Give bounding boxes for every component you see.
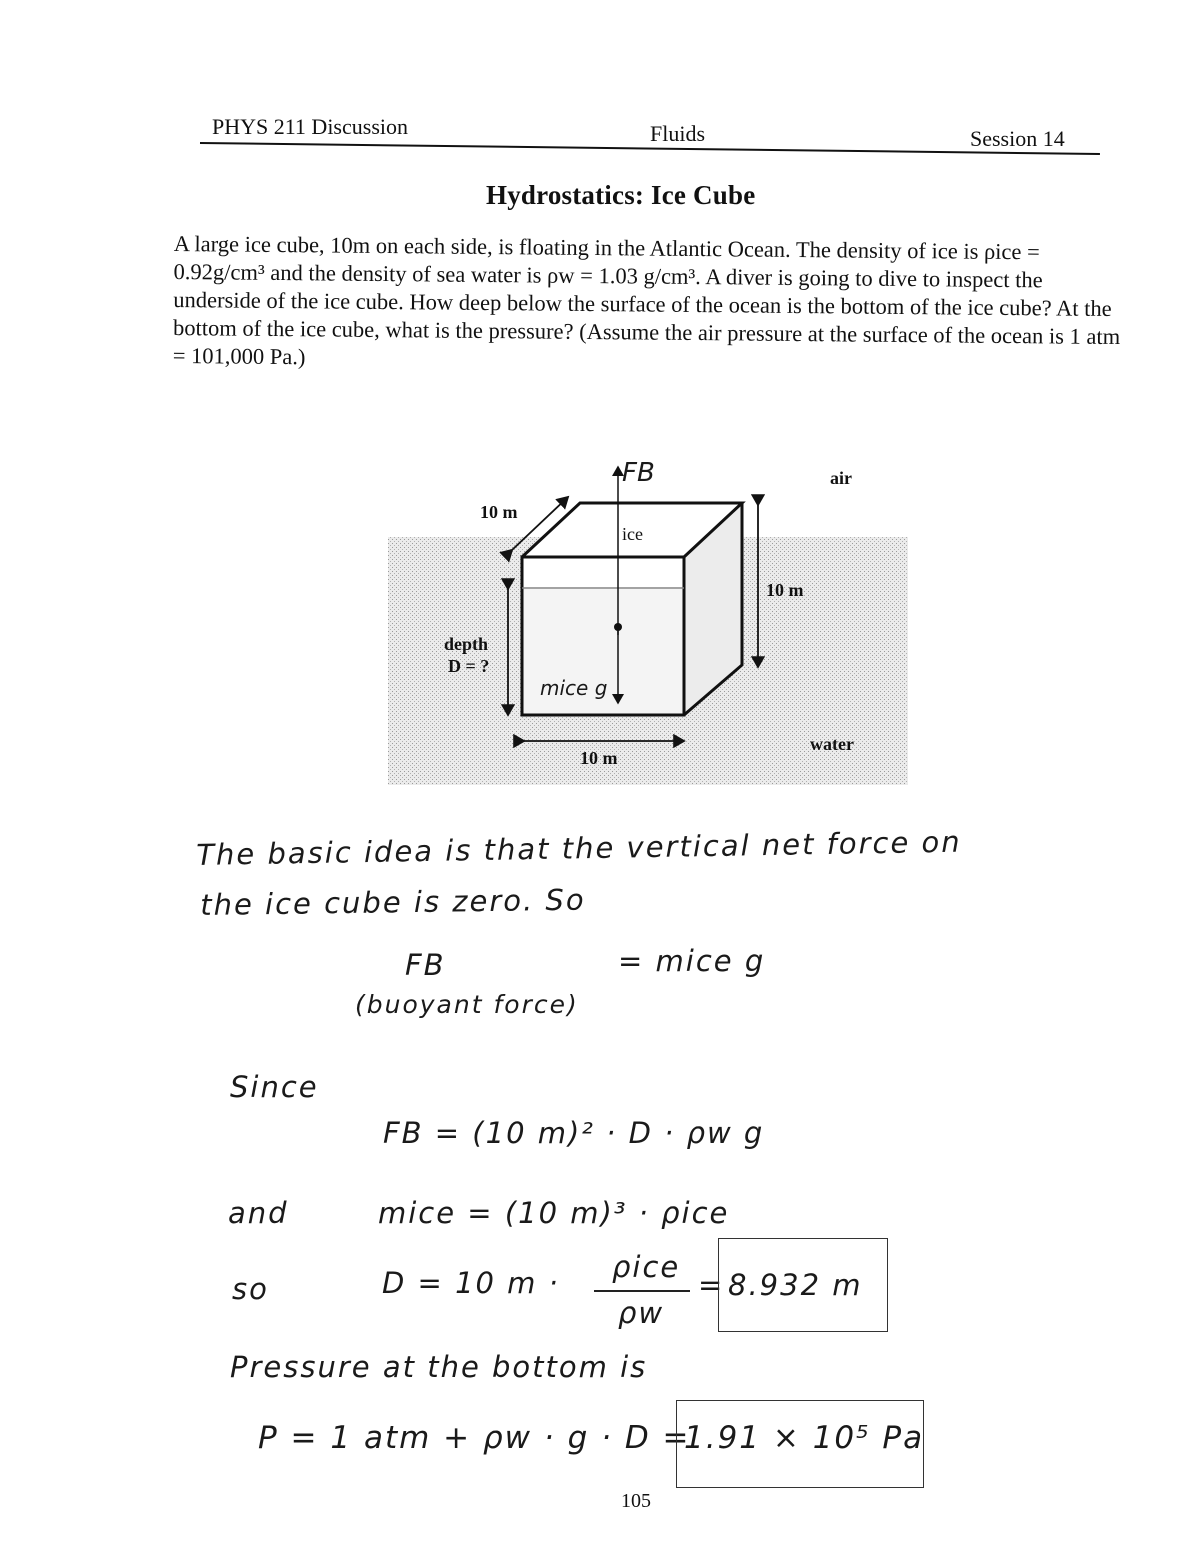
fraction-bar <box>594 1290 690 1292</box>
force-label: FB <box>622 458 655 488</box>
water-label: water <box>810 734 854 754</box>
page-title: Hydrostatics: Ice Cube <box>486 180 756 210</box>
solution-intro-line2: the ice cube is zero. So <box>200 882 586 922</box>
center-of-mass-dot <box>614 623 622 631</box>
ice-label: ice <box>622 524 643 544</box>
eq4-numerator: ρice <box>612 1250 681 1284</box>
eq1-left: FB <box>405 948 446 982</box>
pressure-intro: Pressure at the bottom is <box>230 1350 648 1384</box>
course-name: PHYS 211 Discussion <box>212 114 408 139</box>
solution-intro-line1: The basic idea is that the vertical net force on <box>196 824 962 872</box>
since-label: Since <box>230 1070 319 1104</box>
eq1-right: = mice g <box>618 944 766 978</box>
weight-label: mice g <box>540 676 608 700</box>
problem-statement <box>173 230 1134 379</box>
eq4-left: D = 10 m · <box>382 1266 560 1300</box>
side-height-label: 10 m <box>766 580 804 600</box>
answer-pressure: 1.91 × 10⁵ Pa <box>684 1420 925 1456</box>
depth-label-line2: D = ? <box>448 656 490 676</box>
so-label: so <box>232 1272 269 1306</box>
topic-name: Fluids <box>650 121 706 146</box>
side-width-label: 10 m <box>580 748 618 768</box>
eq5-pressure: P = 1 atm + ρw · g · D = <box>258 1420 691 1456</box>
eq4-equals: = <box>698 1268 725 1302</box>
eq3-mass: mice = (10 m)³ · ρice <box>378 1196 730 1230</box>
session-label: Session 14 <box>970 126 1065 151</box>
depth-label-line1: depth <box>444 634 489 654</box>
eq2-buoyant-force: FB = (10 m)² · D · ρw g <box>383 1116 765 1150</box>
and-label: and <box>228 1196 289 1230</box>
side-depth-label: 10 m <box>480 502 518 522</box>
air-label: air <box>830 468 852 488</box>
answer-depth: 8.932 m <box>728 1268 863 1302</box>
eq4-denominator: ρw <box>618 1296 665 1330</box>
buoyant-force-note: (buoyant force) <box>355 990 579 1019</box>
problem-text: A large ice cube, 10m on each side, is floating in the Atlantic Ocean. The density of ice is ρice = 0.92g/cm³ and the density of sea water is ρw = 1.03 g/cm³. A diver is going to dive to inspect the underside of the ice cube. How deep below the surface of the ocean is the bottom of the ice cube? At the bottom of the ice cube, what is the pressure? (Assume the air pressure at the surface of the ocean is 1 atm = 101,000 Pa.) <box>172 230 1121 370</box>
page-number: 105 <box>621 1490 651 1512</box>
